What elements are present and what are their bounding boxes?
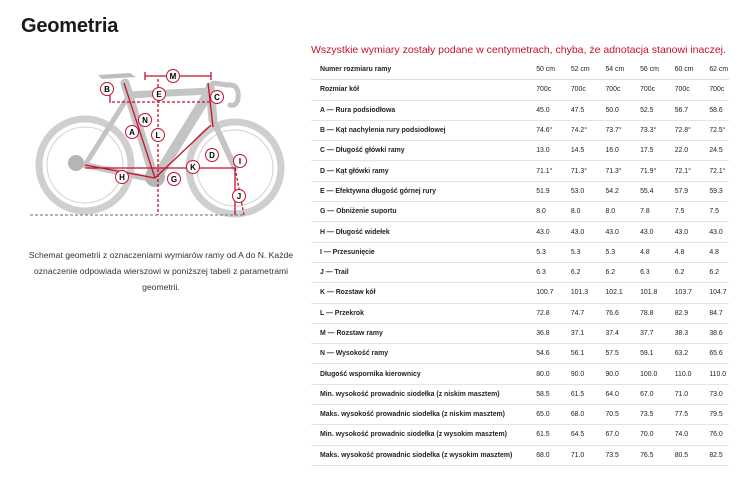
table-cell: 74.7 bbox=[556, 303, 591, 323]
label-c-badge bbox=[211, 91, 224, 104]
table-cell: 76.0 bbox=[694, 425, 729, 445]
table-cell: 16.0 bbox=[590, 141, 625, 161]
table-cell: 90.0 bbox=[590, 364, 625, 384]
svg-text:H: H bbox=[119, 173, 125, 182]
table-cell: 7.8 bbox=[625, 202, 660, 222]
table-cell: 67.0 bbox=[625, 384, 660, 404]
table-cell: 43.0 bbox=[590, 222, 625, 242]
table-cell: 52 cm bbox=[556, 60, 591, 80]
table-cell: 43.0 bbox=[694, 222, 729, 242]
table-cell: 76.6 bbox=[590, 303, 625, 323]
table-cell: 4.8 bbox=[660, 242, 695, 262]
table-row bbox=[311, 100, 729, 120]
table-cell: 50.0 bbox=[590, 100, 625, 120]
row-label: A — Rura podsiodłowa bbox=[311, 100, 521, 120]
table-cell: 72.8° bbox=[660, 120, 695, 140]
table-cell: 76.5 bbox=[625, 445, 660, 465]
table-cell: 68.0 bbox=[556, 405, 591, 425]
diagram-caption: Schemat geometrii z oznaczeniami wymiarów ramy od A do N. Każde oznaczenie odpowiada wierszowi w poniższej tabeli z parametrami geometrii. bbox=[28, 250, 294, 292]
table-row bbox=[311, 323, 729, 343]
table-cell: 67.0 bbox=[590, 425, 625, 445]
table-row bbox=[311, 161, 729, 181]
label-a-badge bbox=[126, 126, 139, 139]
row-label: D — Kąt główki ramy bbox=[311, 161, 521, 181]
table-row bbox=[311, 202, 729, 222]
table-cell: 110.0 bbox=[660, 364, 695, 384]
table-cell: 73.3° bbox=[625, 120, 660, 140]
table-cell: 82.9 bbox=[660, 303, 695, 323]
table-cell: 6.2 bbox=[590, 262, 625, 282]
table-cell: 71.3° bbox=[556, 161, 591, 181]
table-cell: 100.7 bbox=[521, 283, 556, 303]
table-cell: 65.6 bbox=[694, 344, 729, 364]
table-cell: 72.1° bbox=[660, 161, 695, 181]
table-cell: 700c bbox=[521, 80, 556, 100]
row-label: C — Długość główki ramy bbox=[311, 141, 521, 161]
table-cell: 8.0 bbox=[556, 202, 591, 222]
table-cell: 72.1° bbox=[694, 161, 729, 181]
table-cell: 43.0 bbox=[521, 222, 556, 242]
table-cell: 61.5 bbox=[521, 425, 556, 445]
row-label: N — Wysokość ramy bbox=[311, 344, 521, 364]
table-cell: 110.0 bbox=[694, 364, 729, 384]
table-row bbox=[311, 141, 729, 161]
row-label: Min. wysokość prowadnic siodełka (z niskim masztem) bbox=[311, 384, 521, 404]
table-cell: 90.0 bbox=[556, 364, 591, 384]
table-cell: 6.3 bbox=[521, 262, 556, 282]
svg-text:E: E bbox=[156, 90, 162, 99]
row-label: Rozmiar kół bbox=[311, 80, 521, 100]
table-cell: 74.0 bbox=[660, 425, 695, 445]
table-row bbox=[311, 80, 729, 100]
table-cell: 104.7 bbox=[694, 283, 729, 303]
table-cell: 38.3 bbox=[660, 323, 695, 343]
table-cell: 65.0 bbox=[521, 405, 556, 425]
table-row bbox=[311, 181, 729, 201]
table-row bbox=[311, 364, 729, 384]
table-cell: 43.0 bbox=[625, 222, 660, 242]
svg-text:G: G bbox=[170, 175, 178, 184]
row-label: J — Trail bbox=[311, 262, 521, 282]
table-cell: 45.0 bbox=[521, 100, 556, 120]
table-cell: 64.5 bbox=[556, 425, 591, 445]
row-label: Numer rozmiaru ramy bbox=[311, 60, 521, 80]
table-cell: 5.3 bbox=[556, 242, 591, 262]
svg-text:B: B bbox=[104, 85, 110, 94]
table-cell: 60 cm bbox=[660, 60, 695, 80]
table-row bbox=[311, 262, 729, 282]
table-cell: 80.5 bbox=[660, 445, 695, 465]
table-cell: 103.7 bbox=[660, 283, 695, 303]
label-h-badge bbox=[116, 171, 129, 184]
table-cell: 13.0 bbox=[521, 141, 556, 161]
table-cell: 101.3 bbox=[556, 283, 591, 303]
table-cell: 6.2 bbox=[556, 262, 591, 282]
table-cell: 79.5 bbox=[694, 405, 729, 425]
table-cell: 5.3 bbox=[590, 242, 625, 262]
table-cell: 700c bbox=[625, 80, 660, 100]
table-cell: 55.4 bbox=[625, 181, 660, 201]
label-l-badge bbox=[152, 129, 165, 142]
row-label: Maks. wysokość prowadnic siodełka (z niskim masztem) bbox=[311, 405, 521, 425]
geometry-table bbox=[311, 60, 729, 466]
row-label: I — Przesunięcie bbox=[311, 242, 521, 262]
label-e-badge bbox=[153, 88, 166, 101]
table-cell: 70.0 bbox=[625, 425, 660, 445]
row-label: Min. wysokość prowadnic siodełka (z wysokim masztem) bbox=[311, 425, 521, 445]
table-cell: 7.5 bbox=[660, 202, 695, 222]
table-cell: 72.5° bbox=[694, 120, 729, 140]
svg-text:J: J bbox=[236, 192, 242, 201]
page-title: Geometria bbox=[21, 15, 119, 37]
table-row bbox=[311, 242, 729, 262]
label-b-badge bbox=[101, 83, 114, 96]
table-row bbox=[311, 405, 729, 425]
table-cell: 63.2 bbox=[660, 344, 695, 364]
table-cell: 37.1 bbox=[556, 323, 591, 343]
label-n-badge bbox=[139, 114, 152, 127]
label-k-badge bbox=[187, 161, 200, 174]
table-cell: 68.0 bbox=[521, 445, 556, 465]
table-cell: 47.5 bbox=[556, 100, 591, 120]
label-j-badge bbox=[233, 190, 246, 203]
table-cell: 73.5 bbox=[590, 445, 625, 465]
table-cell: 102.1 bbox=[590, 283, 625, 303]
table-cell: 80.0 bbox=[521, 364, 556, 384]
table-cell: 56.7 bbox=[660, 100, 695, 120]
table-cell: 5.3 bbox=[521, 242, 556, 262]
row-label: Maks. wysokość prowadnic siodełka (z wysokim masztem) bbox=[311, 445, 521, 465]
table-row bbox=[311, 344, 729, 364]
table-cell: 73.0 bbox=[694, 384, 729, 404]
table-cell: 24.5 bbox=[694, 141, 729, 161]
table-cell: 64.0 bbox=[590, 384, 625, 404]
table-cell: 53.0 bbox=[556, 181, 591, 201]
table-cell: 59.3 bbox=[694, 181, 729, 201]
table-cell: 56.1 bbox=[556, 344, 591, 364]
table-cell: 54.2 bbox=[590, 181, 625, 201]
svg-text:M: M bbox=[169, 72, 177, 81]
svg-text:K: K bbox=[190, 163, 196, 172]
row-label: M — Rozstaw ramy bbox=[311, 323, 521, 343]
row-label: H — Długość widełek bbox=[311, 222, 521, 242]
table-cell: 58.6 bbox=[694, 100, 729, 120]
table-cell: 37.7 bbox=[625, 323, 660, 343]
table-cell: 43.0 bbox=[660, 222, 695, 242]
table-cell: 61.5 bbox=[556, 384, 591, 404]
table-row bbox=[311, 384, 729, 404]
table-cell: 78.8 bbox=[625, 303, 660, 323]
table-cell: 62 cm bbox=[694, 60, 729, 80]
table-cell: 7.5 bbox=[694, 202, 729, 222]
row-label: B — Kąt nachylenia rury podsiodłowej bbox=[311, 120, 521, 140]
units-notice: Wszystkie wymiary zostały podane w centymetrach, chyba, że adnotacja stanowi inaczej. bbox=[311, 44, 726, 56]
table-cell: 71.0 bbox=[556, 445, 591, 465]
row-label: G — Obniżenie suportu bbox=[311, 202, 521, 222]
svg-text:A: A bbox=[129, 128, 135, 137]
label-i-badge bbox=[234, 155, 247, 168]
table-cell: 8.0 bbox=[521, 202, 556, 222]
table-cell: 38.6 bbox=[694, 323, 729, 343]
table-cell: 71.3° bbox=[590, 161, 625, 181]
table-cell: 8.0 bbox=[590, 202, 625, 222]
row-label: L — Przekrok bbox=[311, 303, 521, 323]
table-cell: 57.5 bbox=[590, 344, 625, 364]
table-cell: 700c bbox=[590, 80, 625, 100]
table-cell: 54.6 bbox=[521, 344, 556, 364]
table-cell: 22.0 bbox=[660, 141, 695, 161]
table-cell: 700c bbox=[660, 80, 695, 100]
table-cell: 71.0 bbox=[660, 384, 695, 404]
table-cell: 54 cm bbox=[590, 60, 625, 80]
saddle bbox=[98, 73, 136, 79]
table-cell: 17.5 bbox=[625, 141, 660, 161]
table-cell: 6.2 bbox=[694, 262, 729, 282]
svg-text:N: N bbox=[142, 116, 148, 125]
table-cell: 700c bbox=[556, 80, 591, 100]
table-cell: 73.7° bbox=[590, 120, 625, 140]
table-cell: 84.7 bbox=[694, 303, 729, 323]
table-cell: 37.4 bbox=[590, 323, 625, 343]
svg-text:L: L bbox=[155, 131, 161, 140]
table-cell: 77.5 bbox=[660, 405, 695, 425]
bike-geometry-diagram bbox=[30, 65, 302, 240]
table-row bbox=[311, 120, 729, 140]
table-cell: 52.5 bbox=[625, 100, 660, 120]
table-cell: 4.8 bbox=[625, 242, 660, 262]
table-cell: 700c bbox=[694, 80, 729, 100]
svg-text:C: C bbox=[214, 93, 220, 102]
table-cell: 14.5 bbox=[556, 141, 591, 161]
table-row bbox=[311, 303, 729, 323]
label-m-badge bbox=[167, 70, 180, 83]
table-cell: 74.2° bbox=[556, 120, 591, 140]
table-cell: 36.8 bbox=[521, 323, 556, 343]
table-row bbox=[311, 425, 729, 445]
label-d-badge bbox=[206, 149, 219, 162]
table-row bbox=[311, 445, 729, 465]
table-cell: 4.8 bbox=[694, 242, 729, 262]
table-cell: 57.9 bbox=[660, 181, 695, 201]
table-cell: 6.3 bbox=[625, 262, 660, 282]
svg-text:I: I bbox=[238, 157, 242, 166]
row-label: Długość wspornika kierownicy bbox=[311, 364, 521, 384]
table-cell: 71.9° bbox=[625, 161, 660, 181]
table-cell: 43.0 bbox=[556, 222, 591, 242]
table-cell: 6.2 bbox=[660, 262, 695, 282]
table-cell: 70.5 bbox=[590, 405, 625, 425]
table-cell: 51.9 bbox=[521, 181, 556, 201]
table-cell: 73.5 bbox=[625, 405, 660, 425]
table-row bbox=[311, 283, 729, 303]
table-cell: 101.8 bbox=[625, 283, 660, 303]
table-cell: 71.1° bbox=[521, 161, 556, 181]
row-label: E — Efektywna długość górnej rury bbox=[311, 181, 521, 201]
table-cell: 72.8 bbox=[521, 303, 556, 323]
svg-text:D: D bbox=[209, 151, 215, 160]
table-cell: 74.6° bbox=[521, 120, 556, 140]
table-cell: 58.5 bbox=[521, 384, 556, 404]
table-cell: 82.5 bbox=[694, 445, 729, 465]
table-cell: 50 cm bbox=[521, 60, 556, 80]
table-row bbox=[311, 222, 729, 242]
table-cell: 59.1 bbox=[625, 344, 660, 364]
table-cell: 56 cm bbox=[625, 60, 660, 80]
label-g-badge bbox=[168, 173, 181, 186]
table-cell: 100.0 bbox=[625, 364, 660, 384]
table-header-row bbox=[311, 60, 729, 80]
row-label: K — Rozstaw kół bbox=[311, 283, 521, 303]
